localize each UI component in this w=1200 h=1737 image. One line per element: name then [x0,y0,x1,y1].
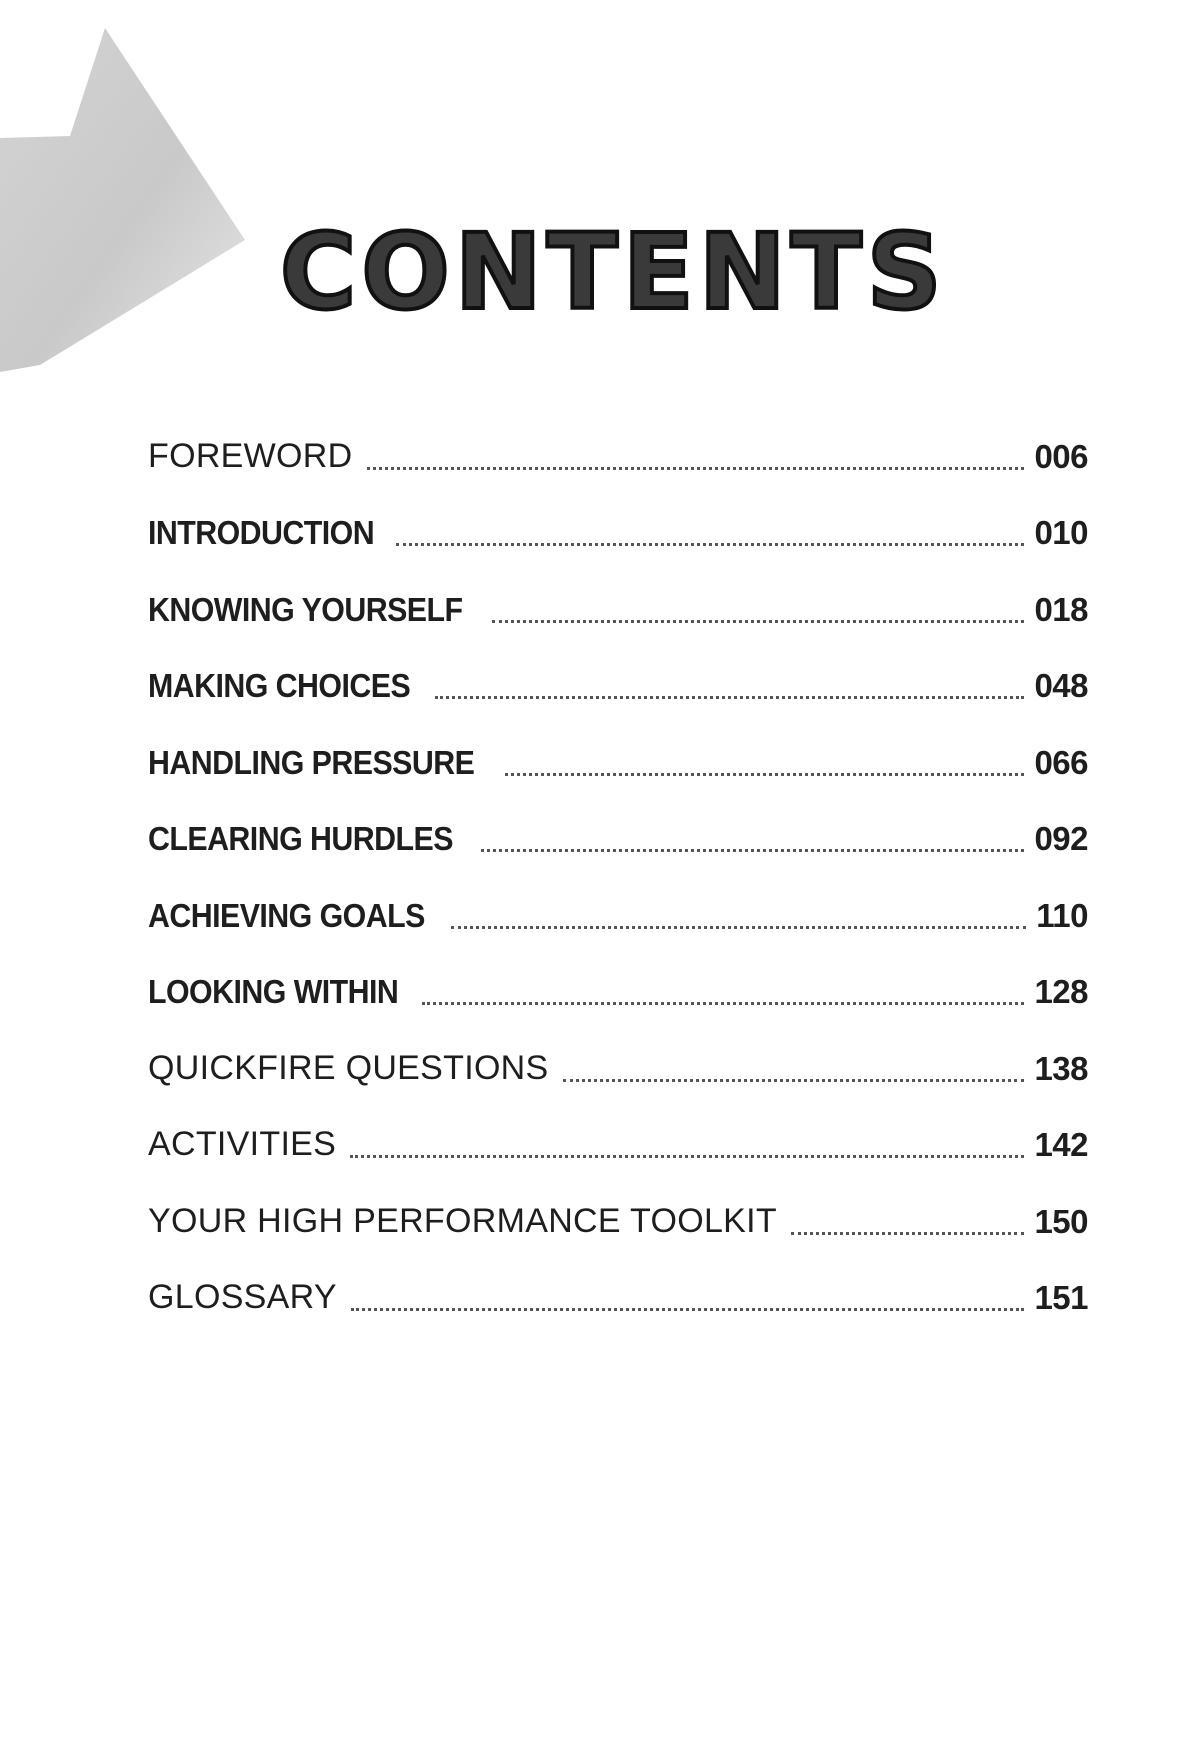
toc-entry-page-number: 150 [1034,1202,1088,1240]
grey-arrow-shape [0,20,260,400]
dot-leader [492,620,1025,623]
toc-entry-label: HANDLING PRESSURE [148,743,475,781]
dot-leader [422,1002,1024,1005]
toc-entry-label: QUICKFIRE QUESTIONS [148,1048,549,1087]
page-title: CONTENTS [280,211,947,333]
dot-leader [481,849,1024,852]
toc-entry-label: INTRODUCTION [148,514,375,551]
toc-entry [148,487,1088,564]
toc-entry-page-number: 048 [1034,667,1088,704]
toc-entry-page-number: 066 [1034,743,1088,781]
toc-entry-page-number: 142 [1034,1126,1088,1163]
table-of-contents [148,410,1088,1328]
toc-entry-label: YOUR HIGH PERFORMANCE TOOLKIT [148,1201,777,1240]
toc-entry-label: CLEARING HURDLES [148,820,453,857]
toc-entry-page-number: 110 [1036,896,1088,934]
dot-leader [350,1155,1024,1158]
toc-entry [148,869,1088,946]
toc-entry-page-number: 138 [1034,1049,1088,1087]
toc-entry [148,1099,1088,1176]
toc-entry [148,563,1088,640]
toc-entry [148,640,1088,717]
dot-leader [367,467,1025,470]
toc-entry-label: FOREWORD [148,436,353,475]
dot-leader [505,773,1025,776]
toc-entry-label: LOOKING WITHIN [148,973,399,1010]
toc-entry-page-number: 128 [1034,973,1088,1010]
dot-leader [451,926,1026,929]
toc-entry-label: ACTIVITIES [148,1125,337,1163]
toc-entry-page-number: 018 [1034,590,1088,628]
toc-entry-label: ACHIEVING GOALS [148,896,425,934]
dot-leader [396,543,1025,546]
toc-entry-label: KNOWING YOURSELF [148,590,463,628]
toc-entry [148,793,1088,870]
toc-entry-label: GLOSSARY [148,1278,337,1316]
toc-entry [148,1175,1088,1252]
toc-entry-label: MAKING CHOICES [148,667,411,704]
toc-entry-page-number: 010 [1034,514,1088,551]
dot-leader [791,1232,1024,1235]
dot-leader [351,1308,1025,1311]
toc-entry-page-number: 151 [1034,1279,1088,1316]
dot-leader [563,1079,1025,1082]
toc-entry [148,1022,1088,1099]
toc-entry [148,716,1088,793]
toc-entry-page-number: 006 [1034,437,1088,475]
dot-leader [435,696,1024,699]
toc-entry [148,946,1088,1023]
toc-entry-page-number: 092 [1034,820,1088,857]
toc-entry [148,410,1088,487]
toc-entry [148,1252,1088,1329]
